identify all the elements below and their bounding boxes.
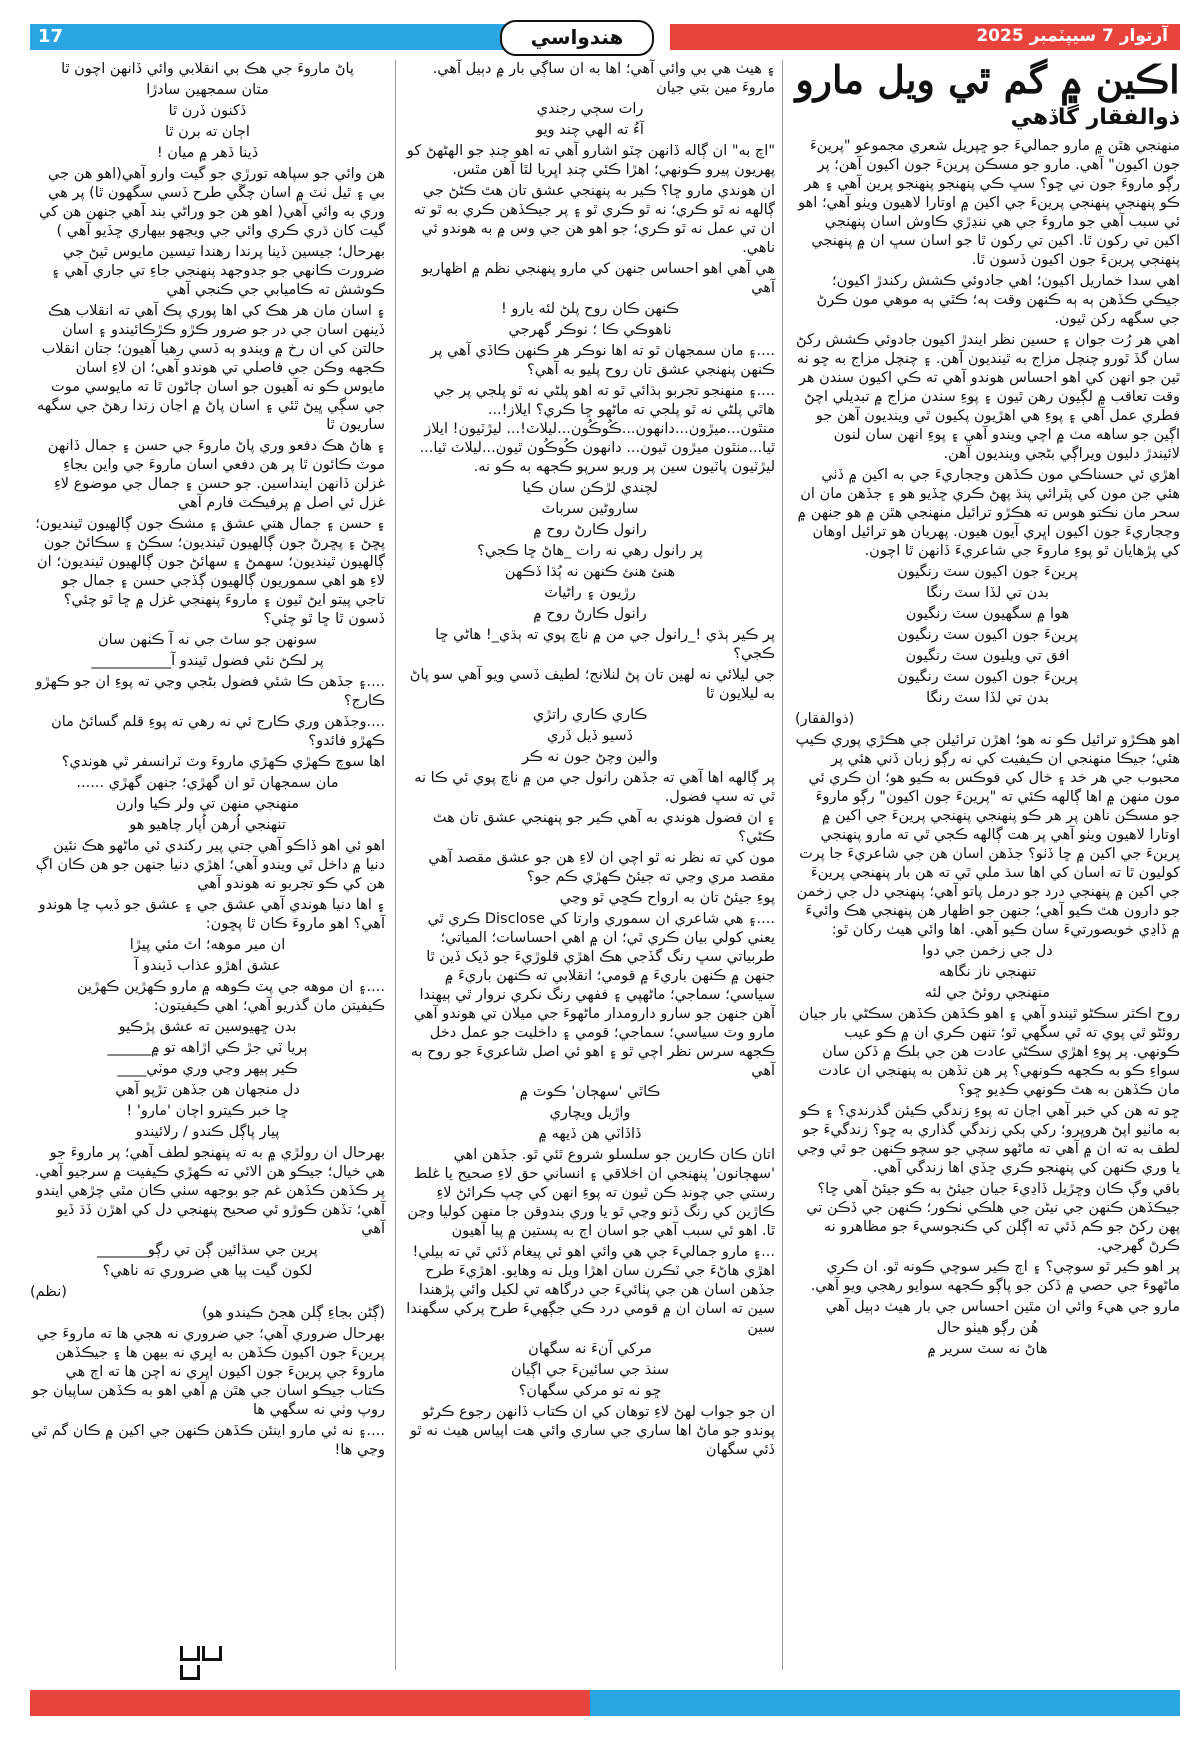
verse-line: سنڌ جي سائينءَ جي اڳيان (511, 1362, 669, 1378)
paragraph: اهي هر رُت جوان ۽ حسين نظر ايندڙ اکيون جادوئي ڪشش رکڻ سان گڏ ٿورو چنچل مزاج به ٿينديون آهن. ۽ چنچل مزاج به ڇو نه ٿين جو انهن کي اهو احساس هوندو آهي ته ڪي اکيون سندن هر وقت تعاقب ۾ لڳيون رهن ٿيون ۽ پوءِ سندن مزاج ۾ تبديلي اچڻ فطري عمل آهي ۽ پوءِ هي اهڙيون پکيون ٿي وينديون آهن جو اڳين جو ساهه مٺ ۾ اچي ويندو آهي ۽ پوءِ انهن سان لنون لائيندڙ دليون ويراڳي بڻجي وينديون آهن. (795, 332, 1180, 462)
verse-line: منهنجي روئڻ جي لئه (924, 985, 1051, 1001)
paragraph: ان جو جواب لهڻ لاءِ توهان کي ان ڪتاب ڏانهن رجوع ڪرڻو پوندو جو ماڻ اها ساري جي ساري وائي هت اپياس هيٺ نه ٿو ڏئي سگهان (410, 1404, 775, 1458)
paragraph: بهرحال؛ جيسين ڏينا پرندا رهندا تيسين مايوس ٿيڻ جي ضرورت ڪانهي جو جدوجهد پنهنجي جاءِ تي جاري آهي ۽ ڪوشش ته ڪاميابي جي ڪنجي آهي (51, 244, 385, 298)
verse-line: ڪير ٻيهر وڃي وري موٽي____ (117, 1061, 298, 1077)
paragraph: ۽ ان فضول هوندي به آهي ڪير جو پنهنجي عشق تان هٿ ڪڻي؟ (432, 810, 775, 845)
verse-line: هُن رڳو هيٺو حال (936, 1320, 1039, 1336)
verse-line: هوا ۾ سگهيون سٽ رنگيون (905, 606, 1070, 622)
paragraph: (ڳڻن بجاءِ ڳلن هجڻ ڪيندو هو) (201, 1305, 385, 1321)
verse-line: پرينءَ جون اکيون سٽ رنگيون (897, 627, 1078, 643)
verse-line: مرکي آنءَ نه سگهان (528, 1341, 652, 1357)
verse-line: بدن تي لڏا سٽ رنگا (926, 690, 1049, 706)
paragraph: بهرحال ان رولڙي ۾ به ته پنهنجو لطف آهي؛ پر ماروءَ جو هي خيال؛ جيڪو هن الائي ته ڪهڙي ڪيفيت ۾ سرجيو آهي. پر ڪڏهن ڪڏهن غم جو بوجهه سٺي ڪان مٿي چڙهي ايندو آهي؛ تڏهن ڪوڙو ئي صحيح پنهنجي دل کي اهڙن ڏڌ ڏيو آهي (34, 1145, 385, 1237)
column-divider (782, 60, 783, 1670)
paragraph: ۽ هاڻ هڪ دفعو وري پاڻ ماروءَ جي حسن ۽ جمال ڏانهن موٽ ڪائون ٿا پر هن دفعي اسان ماروءَ جي واين بجاءِ غزلن ڏانهن اينداسين. جو حسن ۽ جمال جي موضوع لاءِ غزل ئي اصل ۾ پرفيڪٽ فارم آهي (47, 438, 385, 511)
paragraph: جي ليلائي نه لهين تان پڻ لنلانج؛ لطيف ڏسي ويو آهي سو پاڻ به ليلايون ٿا (409, 667, 775, 702)
verse-block (30, 936, 385, 976)
paragraph: پوءِ جيئڻ تان به ارواح ڪڇي ٿو وڃي (559, 890, 775, 906)
verse-line: سونهن جو ساٿ جي نه آ ڪنهن سان (97, 632, 318, 648)
verse-block (405, 706, 775, 767)
verse-signoff: (نظم) (30, 1284, 67, 1300)
verse-line: بدن ڇهيوسين ته عشق پڙڪيو (118, 1019, 297, 1035)
paragraph: ....۽ نه ئي مارو اينئن ڪڏهن ڪنهن جي اکين ۾ ڪان گم ٿي وڃي ها! (30, 1423, 385, 1458)
verse-line: پرين جي سڌائين ڳن تي رڳو_______ (97, 1242, 318, 1258)
article-title: اڪين ۾ گم ٿي ويل مارو (795, 57, 1180, 102)
paragraph: پر اهو ڪير ٿو سوچي؟ ۽ اڄ ڪير سوچي ڪونه ٿو. ان ڪري ماڻهوءَ جي حصي ۾ ڏکن جو پاڳو ڪجهه سوايو رهجي ويو آهي. (810, 1259, 1180, 1294)
verse-line: ان مير موهه؛ اٿ مئي پيڙا (129, 937, 286, 953)
paragraph: ۽ اها دنيا هوندي آهي عشق جي ۽ عشق جو ڏيپ ڇا هوندو آهي؟ اهو ماروءَ ڪان ٿا پڇون: (38, 897, 385, 932)
verse-line: رانول ڪارڻ روح ۾ (533, 606, 647, 622)
verse-line: افق تي ويليون سٽ رنگيون (905, 648, 1070, 664)
verse-block (795, 563, 1180, 708)
verse-block (30, 60, 385, 163)
verse-line: واڙيل ويچاري (549, 1105, 631, 1121)
bottom-color-bar (30, 1690, 1180, 1716)
verse-line: پاڻ ماروءَ جي هڪ بي انقلابي وائي ڏانهن اچون ٿا (61, 61, 354, 77)
verse-signoff: (ذوالفقار) (795, 711, 855, 727)
page-number: 17 (38, 26, 64, 47)
paragraph: اها سوچ ڪهڙي ڪهڙي ماروءَ وٽ ٽرانسفر ٿي هوندي؟ (61, 754, 385, 770)
paragraph: ....۽ جڏهن ڪا شئي فضول بڻجي وڃي ته پوءِ ان جو ڪهڙو ڪارج؟ (35, 674, 385, 709)
verse-line: ڏکنون ڏرن ٿا (168, 103, 247, 119)
verse-block (30, 631, 385, 671)
paragraph: هي آهي اهو احساس جنهن کي مارو پنهنجي نظم ۾ اظهاريو آهي (421, 261, 775, 296)
verse-block (405, 1083, 775, 1144)
paragraph: بهرحال ضروري آهي؛ جي ضروري نه هجي ها ته ماروءَ جي پرينءَ جون اکيون ڪڏهن به اڀري نه بيهن ها ۽ جيڪڏهن ماروءَ جي پرينءَ جون اکيون اڀري نه اچن ها ته اڄ هي ڪتاب جيڪو اسان جي هٿن ۾ آهي اهو به ڪڏهن ساپيان جو روپ وٺي نه سگهي ها (31, 1326, 385, 1418)
verse-line: پر لڪڻ نئي فضول ٿيندو آ___________ (91, 653, 324, 669)
paragraph: ....۽ ان موهه جي پٽ ڪوهه ۾ مارو ڪهڙين ڪهڙين ڪيفيتن مان گذريو آهي؛ اهي ڪيفيتون: (77, 979, 385, 1014)
article-author: ذوالفقار گاڏهي (1010, 105, 1180, 130)
verse-line: هنئ هنئ ڪنهن نه ٻُڌا ڏڪهن (504, 564, 676, 580)
verse-block (30, 774, 385, 835)
verse-line: متان سمجهين سادڙا (146, 82, 269, 98)
verse-line: ڏينا ڏهر ۾ ميان ! (156, 145, 259, 161)
paragraph: ڇو ته هن کي خبر آهي اڃان ته پوءِ زندگي ڪيئن گذرندي؟ ۽ ڪو به ماٺيو اپڻ هروڀرو؛ رکي ٻکي زندگي گذاري به ڇو؟ زندگيءَ جو لطف به ته ان ۾ آهي ته ماڻهو سچي جو سچو ڪنهن جو ٿي وڃي يا وري ڪنهن کي پنهنجو ڪري ڇڏي اها زندگي آهي. (797, 1103, 1180, 1176)
verse-line: لچندي لڙڪن سان ڪيا (522, 480, 658, 496)
paragraph: اهڙي ئي حسناڪي مون ڪڏهن وڃجاريءَ جي به اکين ۾ ڏٺي هئي جن مون کي پٿرائي پنڌ پهڻ ڪري ڇڏيو هو ۽ جڏهن مان ان سحر مان نڪتو هوس ته هڪڙو ترائيل منهنجي هٿن ۾ هو جنهن ۾ وڃجاريءَ جون اکيون اڀري آيون هيون. پهريان هو ترائيل اوهان کي پڙهايان ٿو پوءِ ماروءَ جي شاعريءَ ڏانهن ٿا اچون. (797, 467, 1180, 559)
verse-line: دل منجهان هن جڏهن تڙپو آهي (115, 1082, 300, 1098)
end-of-article-icon (180, 1646, 240, 1666)
column-divider (395, 60, 396, 1670)
verse-block (405, 1340, 775, 1401)
paragraph: اهو ئي اهو ڏاڪو آهي جتي پير رکندي ئي ماڻهو هڪ نئين دنيا ۾ داخل ٿي ويندو آهي؛ اهڙي دنيا جنهن جو هن ڪان اڳ هن کي ڪو تجربو نه هوندو آهي (35, 838, 385, 892)
paragraph: اتان ڪان ڪارين جو سلسلو شروع ٿئي ٿو. جڏهن اهي 'سهڄانون' پنهنجي ان اخلاقي ۽ انساني حق لاءِ صحيح يا غلط رستي جي چونڊ ڪن ٿيون ته پوءِ انهن کي چپ ڪرائڻ لاءِ ڪاڙين کي رنگ ڏنو وڃي ٿو يا وري بندوقن جا منهن کوليا وڃن ٿا. اهو ئي سبب آهي جو اسان اڄ به پستين ۾ پيا آهيون (407, 1147, 775, 1239)
column-left (30, 60, 385, 1462)
verse-line: منهنجي منهن تي ولر ڪيا وارن (115, 796, 300, 812)
verse-block (405, 300, 775, 340)
column-right (795, 58, 1180, 1361)
verse-line: اڄان ته برن ٿا (165, 124, 250, 140)
paragraph: ....وجڏهن وري ڪارج ئي نه رهي ته پوءِ قلم گسائڻ مان ڪهڙو فائدو؟ (51, 714, 385, 749)
paragraph: روح اڪثر سڪڻو ٿيندو آهي ۽ اهو ڪڏهن ڪڏهن سڪڻي بار جيان روئڻو ٿي پوي ته ٿي سگهي ٿو؛ تنهن ڪري ان ۾ ڪو عيب ڪونهي. پر پوءِ اهڙي سڪڻي عادت هن جي بلڪ ۾ ڏکن سان سواءِ ڪو به ڪجهه ڪونهي؟ پر هن تڏهن به پنهنجي ان عادت مان ڪڏهن به هٿ ڪونهي ڪڍيو ڇو؟ (798, 1006, 1180, 1098)
column-middle (405, 60, 775, 1462)
paragraph: ۽ هيٺ هي بي وائي آهي؛ اها به ان ساڳي بار ۾ دٻيل آهي. ماروءَ مين بتي جيان (432, 61, 775, 96)
verse-line: ساروڻين سرباٽ (541, 501, 639, 517)
paragraph: اهي سدا خماريل اکيون؛ اهي جادوئي ڪشش رکندڙ اکيون؛ جيڪي ڪڏهن ٻه ٻه ڪنهن وقت ٻه؛ ڪٿي ٻه موهي مون ڪرڻ جي سگهه رکن ٿيون. (816, 273, 1180, 327)
issue-date: آرتوار 7 سيپٽمبر 2025 (976, 26, 1168, 46)
verse-block (405, 100, 775, 140)
verse-line: ٻريا ٽي جڙ ڪي اڙاهه تو ۾______ (107, 1040, 308, 1056)
bottom-bar-blue (590, 1690, 1180, 1716)
verse-line: ڪنهن ڪان روح پلڻ لئه يارو ! (500, 301, 680, 317)
paragraph: باقي وڳ ڪان وڇڙيل ڏاڍيءَ جيان جيئڻ به ڪو جيئڻ آهي ڇا؟ جيڪڏهن ڪنهن جي نيڻن جي هلڪي ٺڪور؛ ڪنهن جي ڏڪن تي پهن رکڻ جو ڪم ڏئي ته اڳلن کي ڪنجوسيءَ جو مظاهرو نه ڪرڻ گهرجي. (806, 1181, 1180, 1254)
verse-line: ڏاڏاٽي هن ڏيهه ۾ (538, 1126, 642, 1142)
verse-line: والين وچڻ جون نه ڪر (522, 749, 658, 765)
verse-line: عشق اهڙو عذاب ڏيندو آ (134, 958, 281, 974)
verse-line: بدن تي لڏا سٽ رنگا (926, 585, 1049, 601)
verse-line: مان سمجهان ٿو ان گهڙي؛ جنهن گهڙي ...... (76, 775, 339, 791)
verse-block (795, 1319, 1180, 1359)
bottom-bar-red (30, 1690, 590, 1716)
verse-line: لکون گيت پيا هي ضروري ته ناهي؟ (102, 1263, 313, 1279)
verse-line: تنهنجي ناز نگاهه (938, 964, 1037, 980)
paragraph: ....۽ هي شاعري ان سموري وارتا کي Disclose ڪري ٿي يعني کولي بيان ڪري ٿي؛ ان ۾ اهي احساسات؛ المياتي؛ طربياتي سڀ رنگ گڏجي هڪ اهڙي قلوڙيءَ جو ڏيک ڏين ٿا جنهن ۾ ڪنهن باريءَ ۾ قومي؛ انقلابي ته ڪنهن باريءَ ۾ سياسي؛ سماجي؛ ماڻهپي ۽ ففهي رنگ نکري نروار ٿي ٻيهندا آهن جنهن جو سارو دارومدار ماڻهوءَ جي ميلان تي هوندو آهي مارو وٽ سياسي؛ سماجي؛ قومي ۽ داخليت جو عمل دخل ڪجهه سرس نظر اچي ٿو ۽ اهو ئي اصل شاعريءَ جو روح به آهي (410, 911, 775, 1079)
verse-line: پرينءَ جون اکيون سٽ رنگيون (897, 669, 1078, 685)
paragraph: ۽ اسان مان هر هڪ کي اها پوري پڪ آهي ته انقلاب هڪ ڏينهن اسان جي در جو ضرور ڪڙو ڪڙڪائيندو ۽ اسان حالتن کي ان رخ ۾ ويندو ٻه ڏسي رهيا آهيون؛ جتان انقلاب ڪجهه وڪن جي فاصلي تي هوندو آهي؛ ان لاءِ اسان مايوس ڪو نه آهيون جو اسان ڄاڻون ٿا ته مايوسي موت جي سڳي ڀيڻ ٿئي ۽ اسان پاڻ ۾ اڃان زندا رهڻ جي سگهه ساريون ٿا (37, 303, 385, 433)
paragraph: ان هوندي مارو ڇا؟ ڪير به پنهنجي عشق تان هٿ ڪڻڻ جي ڳالهه نه ٿو ڪري؛ نه ٿو ڪري ٿو ۽ پر جيڪڏهن ڪري به ٿو ته ان تي عمل نه ٿو ڪري؛ جو اهو هن جي وس ۾ به هوندو ئي ناهي. (413, 183, 775, 256)
verse-line: هاڻ نه سٽ سرير ۾ (927, 1341, 1048, 1357)
verse-block (795, 942, 1180, 1003)
verse-block (405, 479, 775, 624)
verse-block (30, 1018, 385, 1058)
paragraph: ۽ حسن ۽ جمال هتي عشق ۽ مشڪ جون ڳالهيون ٿينديون؛ پڇڻ ۽ پڇرڻ جون ڳالهيون ٿينديون؛ سڪڻ ۽ سڪائڻ جون ڳالهيون ٿينديون؛ سهمڻ ۽ سهائڻ جون ڳالهيون ٿينديون؛ ان لاءِ هو اهي سموريون ڳالهيون ڳڏجي حسن ۽ جمال جو تاجي پيتو ايڻ ٿيون ۽ ماروءَ پنهنجي غزل ۾ ڇا ٿو چئي؟ ڏسون ٿا ڇا ٿو چئي؟ (35, 516, 385, 627)
paragraph: پر ڪير ٻڌي !_رانول جي من ۾ ناچ پوي ته ٻڌي_! هاڻي ڇا ڪجي؟ (435, 627, 775, 662)
verse-line: پيار پاڳل ڪندو / رلائيندو (135, 1124, 280, 1140)
paragraph: هن وائي جو سپاهه تورڙي جو گيت وارو آهي(اهو هن جي بي ۽ ٿيل ٺٽ ۾ اسان چڱي طرح ڏسي سگهون ٿا) پر هي وري به وائي آهي( اهو هن جو وراڻي بند آهي جنهن هن کي گيت کان ڌري ڪري وائي جي ويڃهو بيهاري ڇڏيو آهي ) (38, 166, 385, 239)
top-bar-red (670, 24, 1180, 50)
top-bar-blue (30, 24, 575, 50)
verse-line: پرينءَ جون اکيون سٽ رنگيون (897, 564, 1078, 580)
verse-line: تنهنجي اُرهن اُپار چاهيو هو (129, 817, 286, 833)
verse-block (30, 1060, 385, 1142)
paragraph: مارو جي هيءَ وائي ان مٿين احساس جي بار هيٺ دٻيل آهي (825, 1299, 1180, 1315)
paragraph: پر ڳالهه اها آهي ته جڏهن رانول جي من ۾ ناچ پوي ئي ڪا نه ٿي ته سڀ فضول. (414, 770, 775, 805)
paragraph: مون کي ته نظر نه ٿو اچي ان لاءِ هن جو عشق مقصد آهي مقصد مري وڃي ته جيئڻ ڪهڙي ڪم جو؟ (428, 850, 775, 885)
verse-block (30, 1241, 385, 1281)
verse-line: ڇا خبر ڪيترو اچان 'مارو' ! (126, 1103, 289, 1119)
verse-line: ڪاٿي 'سهڄان' ڪوٽ ۾ (519, 1084, 661, 1100)
paragraph: منهنجي هٿن ۾ مارو جماليءَ جو ڇپريل شعري مجموعو "پرينءَ جون اکيون" آهي. مارو جو مسڪن پرينءَ جون اکيون آهن؛ پر رڳو ماروءَ جون ني ڇو؟ سڀ ڪي پنهنجو پنهنجو پرين آهي ۽ هر ڪو پنهنجي پنهنجي پرينءَ جي اکين ۾ اوتارا لاهيون ويٺو آهي؛ اهو ئي سبب آهي جو ماروءَ جي هي ننڍڙي ڪاوش اسان پنهنجي اکين تي رکون ٿا. اکين تي رکون ٿا جو اسان سڀ ان ۾ پنهنجي پنهنجي پرينءَ جون اکيون ڏسون ٿا. (798, 138, 1180, 268)
verse-line: رڙيون ۽ راڻياٽ (544, 585, 636, 601)
verse-line: دل جي زخمن جي دوا (922, 943, 1053, 959)
paragraph: اهو هڪڙو ترائيل ڪو نه هو؛ اهڙن ترائيلن جي هڪڙي پوري ڪيپ هئي؛ جيڪا منهنجي ان ڪيفيت کي نه رڳو زبان ڏني هئي پر محبوب جي هر خد ۽ خال کي فوڪس به ڪيو هو؛ ان ڪري ئي مون منهن ۾ اها ڳالهه ڪئي ته "پرينءَ جون اکيون" رڳو ماروءَ جو مسڪن ناهن پر هر ڪو پنهنجي پنهنجي پرينءَ جي اکين ۾ اوتارا لاهيون ويٺو آهي پر هت ڳالهه ڪجي ٿي ته مارو پنهنجي پرينءَ جي اکين ۾ ڇا ڏٺو؟ جڏهن اسان هن جي شاعريءَ جا پرت کوليون ٿا ته اسان کي اها سڌ ملي ٿي ته هن بار پنهنجي پرينءَ جي اکين ۾ پنهنجي درد جو درمل پاتو آهي؛ پنهنجي دل جي زخمن جو دارون هٿ ڪيو آهي؛ جنهن جو اظهار هن پنهنجي هڪ وائيءَ ۾ ڏاڍي خوبصورتيءَ سان ڪيو آهي. اها وائي هيٺ رکان ٿو: (795, 732, 1180, 938)
verse-line: ڪاري ڪاري راتڙي (532, 707, 648, 723)
verse-line: پر رانول رهي نه رات _هاڻ ڇا ڪجي؟ (477, 543, 703, 559)
verse-line: ناهوڪي ڪا ؛ نوڪر گهرجي (508, 322, 672, 338)
paragraph: ....۽ منهنجو تجربو ٻڌائي ٿو ته اهو پلڻي نه ٿو پلجي پر جي هاٿي پلڻي نه ٿو پلجي ته ماڻهو ڇا ڪري؟ ايلاز!... منٿون...ميڙون...دانهون...ڪُوڪُون...ليلاٽ!... ليڙٽيون! ايلاز ٿيا...منٿون ميڙون ٿيون... دانهون ڪُوڪُون ٿيون...ليلاٽ ٿيا... ليڙٽيون پاٽيون سين پر وريو سرپو ڪجهه به ڪو نه. (419, 383, 775, 475)
newspaper-masthead: هندواسي (500, 20, 654, 56)
verse-line: ڇو نه تو مرکي سگهان؟ (518, 1383, 662, 1399)
paragraph: "اچ به" ان ڳاله ڏانهن چٽو اشارو آهي ته اهو چنڊ جو الهڻهڻ کو پهريون پيرو ڪونهي؛ اهڙا ڪئي چنڊ اڀريا لٿا آهن مٿس. (406, 143, 775, 178)
verse-line: ڏسيو ڏيل ڏري (547, 728, 633, 744)
paragraph: ....۽ مان سمجهان ٿو ته اها نوڪر هر ڪنهن ڪاڏي آهي پر ڪنهن پنهنجي عشق تان روح پليو به آهي؟ (430, 343, 775, 378)
paragraph: ...۽ مارو جماليءَ جي هي وائي اهو ئي پيغام ڏئي ٿي ته بيلي! اهڙي هاڻءَ جي ٽڪرن سان اهڙا ويل نه وهايو. اهڙيءَ طرح جڏهن اسان هن جي پٺائيءَ جي درگاهه تي لکيل وائي پڙهندا سين ته اسان ان ۾ قومي درد ڪي جڳهيءَ طرح پرکي سگهندا سين (406, 1244, 775, 1336)
verse-line: رانول ڪارڻ روح ۾ (533, 522, 647, 538)
verse-line: آءُ ته الهي چند ويو (536, 122, 644, 138)
verse-line: رات سڄي رجندي (536, 101, 644, 117)
